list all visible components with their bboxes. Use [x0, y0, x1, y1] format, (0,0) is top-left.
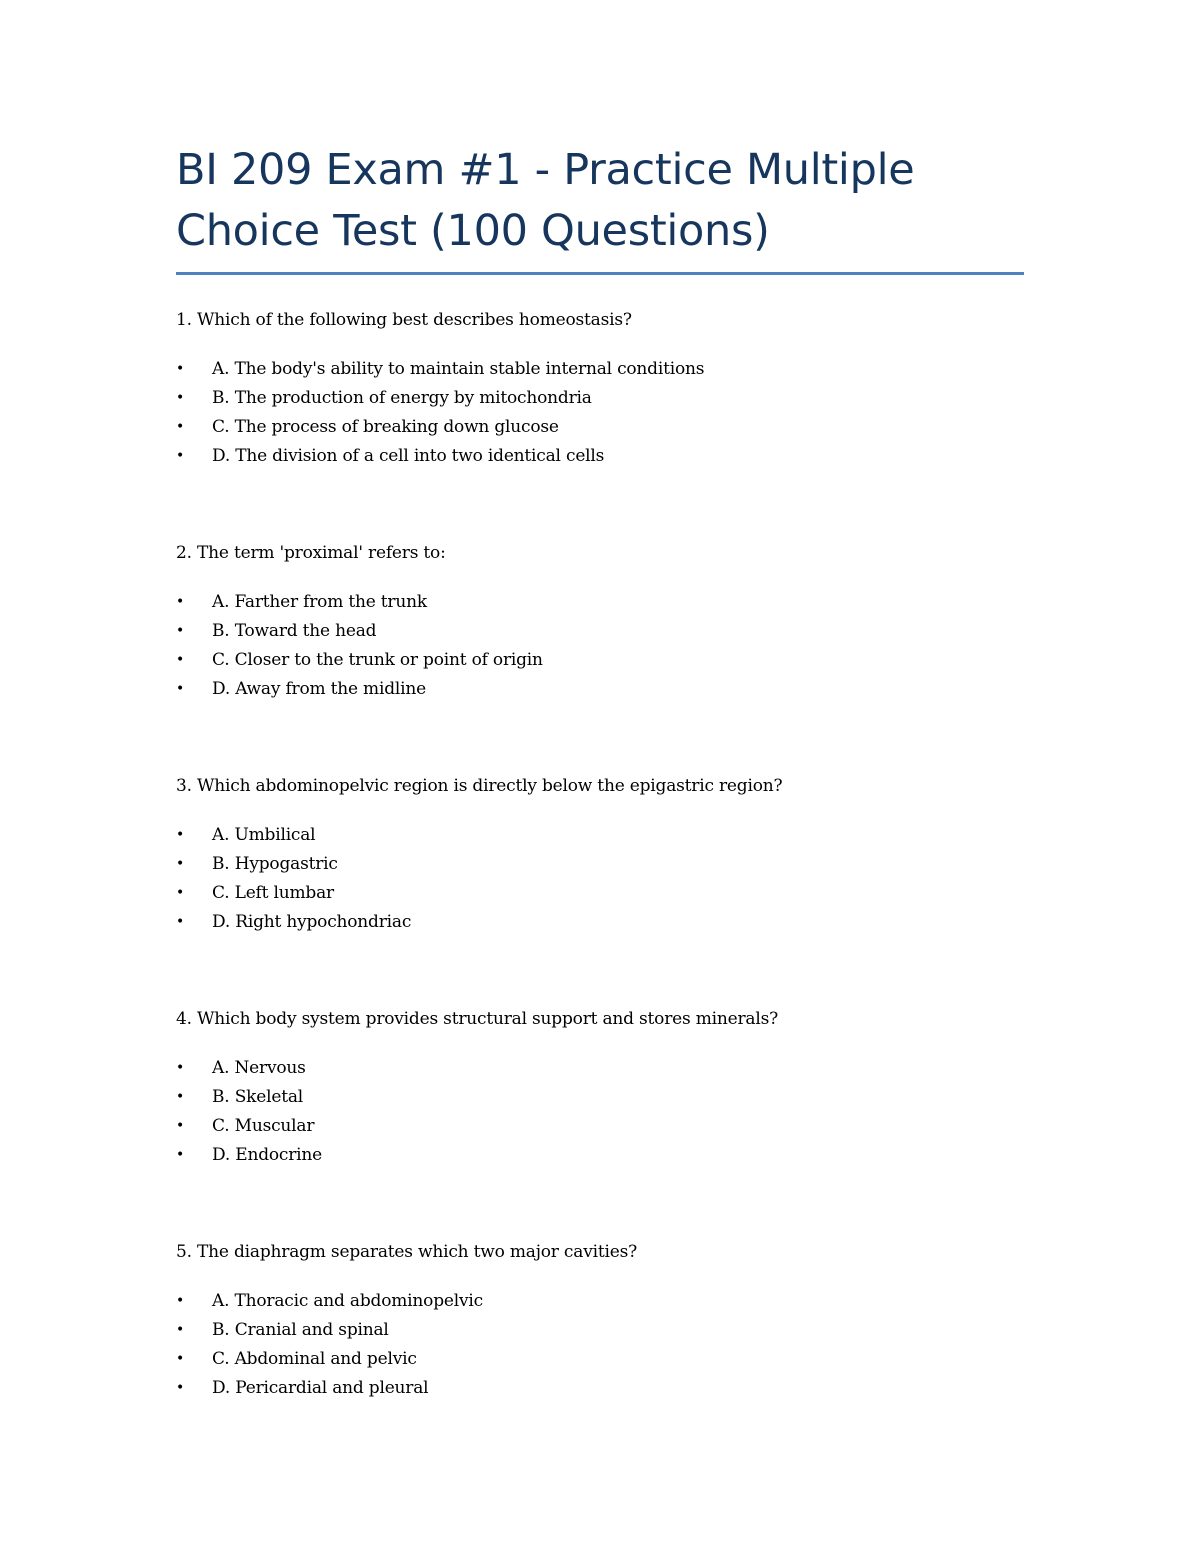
bullet-icon: • — [176, 914, 185, 930]
answer-option-d — [176, 908, 996, 937]
question-text: 4. Which body system provides structural support and stores minerals? — [176, 1009, 779, 1029]
bullet-icon: • — [176, 361, 185, 377]
title-line-2: Choice Test (100 Questions) — [176, 206, 770, 256]
answer-option-a — [176, 1287, 996, 1316]
question-2 — [176, 540, 996, 704]
question-4 — [176, 1006, 996, 1170]
document-title — [176, 140, 1024, 262]
bullet-icon: • — [176, 1380, 185, 1396]
title-block — [176, 140, 1024, 262]
option-text: A. Farther from the trunk — [212, 592, 427, 612]
answer-option-a — [176, 588, 996, 617]
answer-options — [176, 1287, 996, 1403]
option-text: B. Skeletal — [212, 1087, 304, 1107]
option-text: D. Pericardial and pleural — [212, 1378, 429, 1398]
answer-options — [176, 588, 996, 704]
bullet-icon: • — [176, 1322, 185, 1338]
option-text: C. Closer to the trunk or point of origin — [212, 650, 543, 670]
answer-option-a — [176, 355, 996, 384]
answer-option-d — [176, 1141, 996, 1170]
option-text: C. Left lumbar — [212, 883, 334, 903]
bullet-icon: • — [176, 652, 185, 668]
question-text: 5. The diaphragm separates which two major cavities? — [176, 1242, 638, 1262]
option-text: A. Umbilical — [212, 825, 316, 845]
answer-option-c — [176, 1345, 996, 1374]
answer-option-b — [176, 1083, 996, 1112]
answer-option-c — [176, 879, 996, 908]
option-text: A. The body's ability to maintain stable internal conditions — [212, 359, 705, 379]
option-text: D. Right hypochondriac — [212, 912, 412, 932]
question-5 — [176, 1239, 996, 1403]
answer-option-c — [176, 1112, 996, 1141]
bullet-icon: • — [176, 827, 185, 843]
question-text: 3. Which abdominopelvic region is directly below the epigastric region? — [176, 776, 783, 796]
answer-options — [176, 821, 996, 937]
bullet-icon: • — [176, 1351, 185, 1367]
bullet-icon: • — [176, 1060, 185, 1076]
answer-option-d — [176, 675, 996, 704]
bullet-icon: • — [176, 885, 185, 901]
option-text: B. Hypogastric — [212, 854, 338, 874]
title-underline-divider — [176, 272, 1024, 275]
answer-option-b — [176, 850, 996, 879]
option-text: B. Cranial and spinal — [212, 1320, 389, 1340]
answer-option-c — [176, 413, 996, 442]
bullet-icon: • — [176, 856, 185, 872]
option-text: B. Toward the head — [212, 621, 377, 641]
bullet-icon: • — [176, 681, 185, 697]
answer-options — [176, 355, 996, 471]
question-text: 1. Which of the following best describes homeostasis? — [176, 310, 632, 330]
bullet-icon: • — [176, 623, 185, 639]
option-text: A. Thoracic and abdominopelvic — [212, 1291, 483, 1311]
answer-option-a — [176, 821, 996, 850]
bullet-icon: • — [176, 448, 185, 464]
question-1 — [176, 307, 996, 471]
bullet-icon: • — [176, 1118, 185, 1134]
bullet-icon: • — [176, 594, 185, 610]
bullet-icon: • — [176, 390, 185, 406]
question-3 — [176, 773, 996, 937]
bullet-icon: • — [176, 1147, 185, 1163]
bullet-icon: • — [176, 1089, 185, 1105]
answer-option-b — [176, 1316, 996, 1345]
answer-option-c — [176, 646, 996, 675]
answer-option-d — [176, 442, 996, 471]
option-text: C. Abdominal and pelvic — [212, 1349, 417, 1369]
option-text: D. The division of a cell into two identical cells — [212, 446, 605, 466]
answer-option-a — [176, 1054, 996, 1083]
answer-options — [176, 1054, 996, 1170]
question-text: 2. The term 'proximal' refers to: — [176, 543, 446, 563]
option-text: C. Muscular — [212, 1116, 315, 1136]
option-text: A. Nervous — [212, 1058, 306, 1078]
answer-option-d — [176, 1374, 996, 1403]
bullet-icon: • — [176, 419, 185, 435]
answer-option-b — [176, 384, 996, 413]
option-text: B. The production of energy by mitochondria — [212, 388, 592, 408]
title-line-1: BI 209 Exam #1 - Practice Multiple — [176, 145, 915, 195]
option-text: D. Endocrine — [212, 1145, 323, 1165]
answer-option-b — [176, 617, 996, 646]
bullet-icon: • — [176, 1293, 185, 1309]
option-text: D. Away from the midline — [212, 679, 426, 699]
option-text: C. The process of breaking down glucose — [212, 417, 559, 437]
